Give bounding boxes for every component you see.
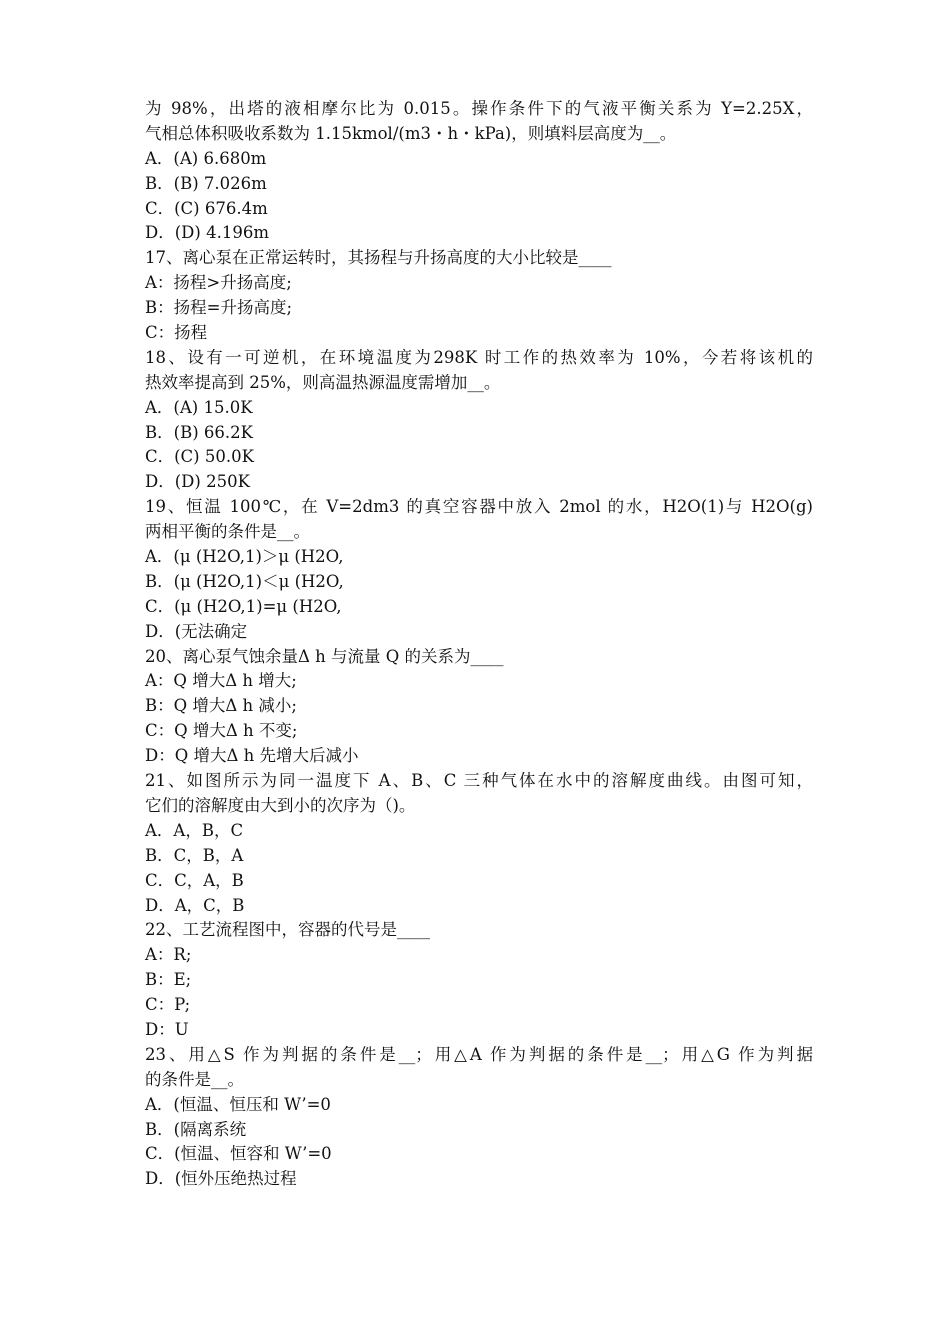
option-line: A．(μ (H2O,1)＞μ (H2O, xyxy=(145,547,344,567)
option-line: B：扬程=升扬高度; xyxy=(145,298,293,318)
option-line: B：E; xyxy=(145,970,192,990)
option-line: D．(恒外压绝热过程 xyxy=(145,1169,297,1189)
option-line: C．(C) 676.4m xyxy=(145,198,268,218)
option-line: B．(B) 7.026m xyxy=(145,173,267,193)
option-line: D．(D) 4.196m xyxy=(145,223,269,243)
question-line: 22、工艺流程图中，容器的代号是____ xyxy=(145,920,430,940)
option-line: A：扬程>升扬高度; xyxy=(145,273,292,293)
option-line: C：P; xyxy=(145,995,191,1015)
option-line: A．(A) 6.680m xyxy=(145,148,267,168)
option-line: D．(D) 250K xyxy=(145,472,250,492)
question-line: 20、离心泵气蚀余量Δ h 与流量 Q 的关系为____ xyxy=(145,646,504,666)
question-line: 21、如图所示为同一温度下 A、B、C 三种气体在水中的溶解度曲线。由图可知， xyxy=(145,771,813,791)
option-line: A．(A) 15.0K xyxy=(145,397,253,417)
option-line: A：R; xyxy=(145,945,192,965)
option-line: B．(μ (H2O,1)＜μ (H2O, xyxy=(145,571,344,591)
text-line: 气相总体积吸收系数为 1.15kmol/(m3・h・kPa)，则填料层高度为__。 xyxy=(145,123,677,143)
question-line: 17、离心泵在正常运转时，其扬程与升扬高度的大小比较是____ xyxy=(145,248,612,268)
option-line: D．A，C，B xyxy=(145,895,245,915)
question-line: 18、设有一可逆机，在环境温度为298K 时工作的热效率为 10%，今若将该机的 xyxy=(145,347,813,367)
option-line: C．(恒温、恒容和 W’=0 xyxy=(145,1144,332,1164)
option-line: B：Q 增大Δ h 减小; xyxy=(145,696,297,716)
option-line: D：U xyxy=(145,1019,189,1039)
option-line: C．C，A，B xyxy=(145,870,244,890)
option-line: C：扬程 xyxy=(145,323,208,343)
option-line: C：Q 增大Δ h 不变; xyxy=(145,721,298,741)
option-line: B．C，B，A xyxy=(145,845,244,865)
question-line: 两相平衡的条件是__。 xyxy=(145,522,310,542)
option-line: A：Q 增大Δ h 增大; xyxy=(145,671,297,691)
option-line: D：Q 增大Δ h 先增大后减小 xyxy=(145,746,359,766)
question-line: 19、恒温 100℃，在 V=2dm3 的真空容器中放入 2mol 的水，H2O(1)与 H2O(g) xyxy=(145,497,813,517)
option-line: B．(B) 66.2K xyxy=(145,422,253,442)
text-line: 为 98%，出塔的液相摩尔比为 0.015。操作条件下的气液平衡关系为 Y=2.25X， xyxy=(145,99,813,118)
option-line: D．(无法确定 xyxy=(145,621,248,641)
question-line: 23、用△S 作为判据的条件是__；用△A 作为判据的条件是__；用△G 作为判据 xyxy=(145,1044,813,1064)
question-line: 热效率提高到 25%，则高温热源温度需增加__。 xyxy=(145,372,501,392)
option-line: C．(C) 50.0K xyxy=(145,447,254,467)
option-line: A．A，B，C xyxy=(145,820,244,840)
question-line: 它们的溶解度由大到小的次序为（)。 xyxy=(145,795,416,815)
option-line: B．(隔离系统 xyxy=(145,1119,247,1139)
option-line: A．(恒温、恒压和 W’=0 xyxy=(145,1094,331,1114)
document-page xyxy=(145,97,813,1192)
question-line: 的条件是__。 xyxy=(145,1069,244,1089)
option-line: C．(μ (H2O,1)=μ (H2O, xyxy=(145,596,342,616)
